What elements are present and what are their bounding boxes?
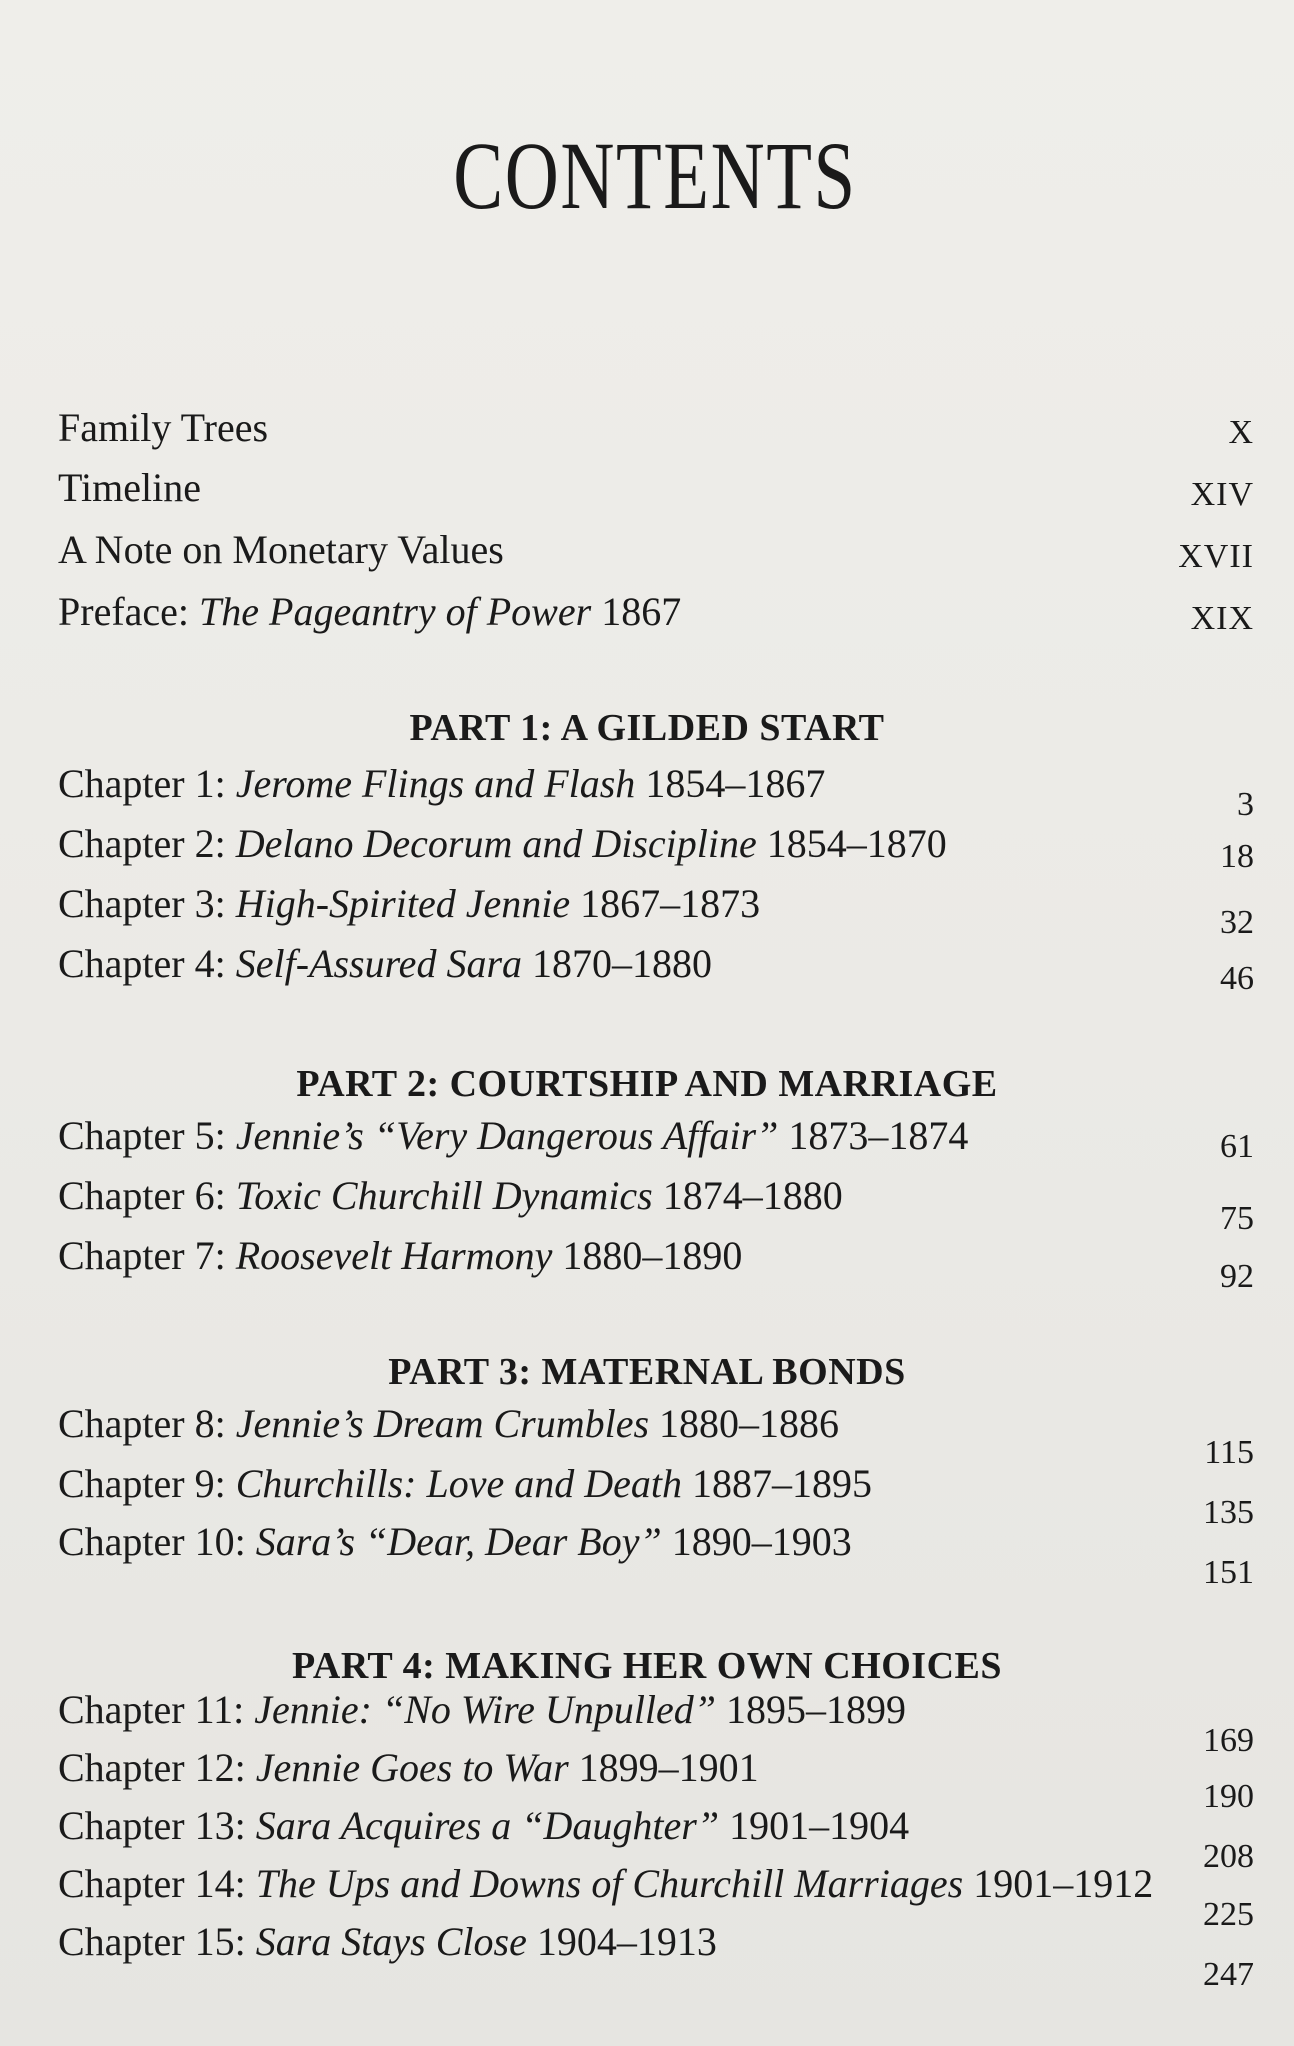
chapter-label: Chapter 2: Delano Decorum and Discipline 1854–1870	[58, 821, 947, 866]
part-heading-2: PART 2: COURTSHIP AND MARRIAGE	[296, 1063, 998, 1105]
chapter-label: Chapter 6: Toxic Churchill Dynamics 1874–1880	[58, 1173, 843, 1218]
chapter-label: Chapter 10: Sara’s “Dear, Dear Boy” 1890–1903	[58, 1519, 852, 1564]
chapter-label: Chapter 4: Self-Assured Sara 1870–1880	[58, 941, 713, 986]
chapter-label: Chapter 12: Jennie Goes to War 1899–1901	[58, 1745, 759, 1790]
chapter-label: Chapter 7: Roosevelt Harmony 1880–1890	[58, 1233, 743, 1278]
toc-chapter-10	[58, 1518, 1254, 1591]
toc-entry-label: Family Trees	[58, 405, 269, 450]
toc-chapter-13	[58, 1802, 1254, 1875]
chapter-page: 208	[1203, 1838, 1254, 1875]
toc-chapter-12	[58, 1744, 1254, 1815]
chapter-page: 3	[1237, 786, 1254, 823]
toc-chapter-7	[58, 1232, 1254, 1295]
chapter-page: 18	[1220, 838, 1254, 875]
part-heading-4: PART 4: MAKING HER OWN CHOICES	[291, 1645, 1003, 1687]
toc-entry-page: X	[1228, 414, 1254, 451]
chapter-label: Chapter 13: Sara Acquires a “Daughter” 1901–1904	[58, 1803, 910, 1848]
chapter-label: Chapter 14: The Ups and Downs of Churchill Marriages 1901–1912	[58, 1861, 1154, 1906]
chapter-label: Chapter 9: Churchills: Love and Death 1887–1895	[58, 1461, 872, 1506]
toc-entry-page: XIX	[1190, 600, 1254, 637]
chapter-label: Chapter 15: Sara Stays Close 1904–1913	[58, 1919, 717, 1964]
chapter-page: 190	[1203, 1778, 1254, 1815]
toc-chapter-2	[58, 820, 1254, 876]
toc-chapter-15	[58, 1918, 1254, 1993]
chapter-label: Chapter 3: High-Spirited Jennie 1867–1873	[58, 881, 761, 926]
chapter-page: 225	[1203, 1896, 1254, 1933]
toc-chapter-4	[58, 940, 1254, 996]
toc-entry-family-trees	[58, 404, 1254, 460]
toc-entry-label: A Note on Monetary Values	[58, 527, 504, 572]
chapter-page: 92	[1220, 1258, 1254, 1295]
page-title: CONTENTS	[453, 122, 857, 229]
chapter-label: Chapter 5: Jennie’s “Very Dangerous Affair” 1873–1874	[58, 1113, 969, 1158]
toc-chapter-8	[58, 1400, 1254, 1471]
toc-entry-label: Timeline	[58, 465, 201, 510]
toc-chapter-3	[58, 880, 1254, 941]
toc-chapter-1	[58, 760, 1254, 823]
chapter-label: Chapter 8: Jennie’s Dream Crumbles 1880–1886	[58, 1401, 840, 1446]
toc-entry-label: Preface: The Pageantry of Power 1867	[58, 589, 682, 634]
chapter-page: 151	[1203, 1554, 1254, 1591]
part-heading-1: PART 1: A GILDED START	[409, 707, 885, 749]
toc-chapter-9	[58, 1460, 1254, 1531]
chapter-page: 247	[1203, 1956, 1254, 1993]
toc-entry-timeline	[58, 464, 1254, 520]
toc-entry-page: XIV	[1190, 476, 1254, 513]
toc-entry-monetary-values	[58, 526, 1254, 582]
toc-chapter-11	[58, 1686, 1254, 1759]
toc-chapter-14	[58, 1860, 1254, 1933]
chapter-label: Chapter 11: Jennie: “No Wire Unpulled” 1895–1899	[58, 1687, 907, 1732]
toc-entry-page: XVII	[1178, 538, 1254, 575]
chapter-page: 61	[1220, 1128, 1254, 1165]
chapter-label: Chapter 1: Jerome Flings and Flash 1854–1867	[58, 761, 826, 806]
chapter-page: 75	[1220, 1200, 1254, 1237]
chapter-page: 32	[1220, 904, 1254, 941]
toc-chapter-5	[58, 1112, 1254, 1168]
chapter-page: 169	[1203, 1722, 1254, 1759]
toc-chapter-6	[58, 1172, 1254, 1237]
chapter-page: 115	[1204, 1434, 1254, 1471]
chapter-page: 135	[1203, 1494, 1254, 1531]
toc-entry-preface	[58, 588, 1254, 644]
part-heading-3: PART 3: MATERNAL BONDS	[388, 1351, 906, 1393]
chapter-page: 46	[1220, 960, 1254, 997]
